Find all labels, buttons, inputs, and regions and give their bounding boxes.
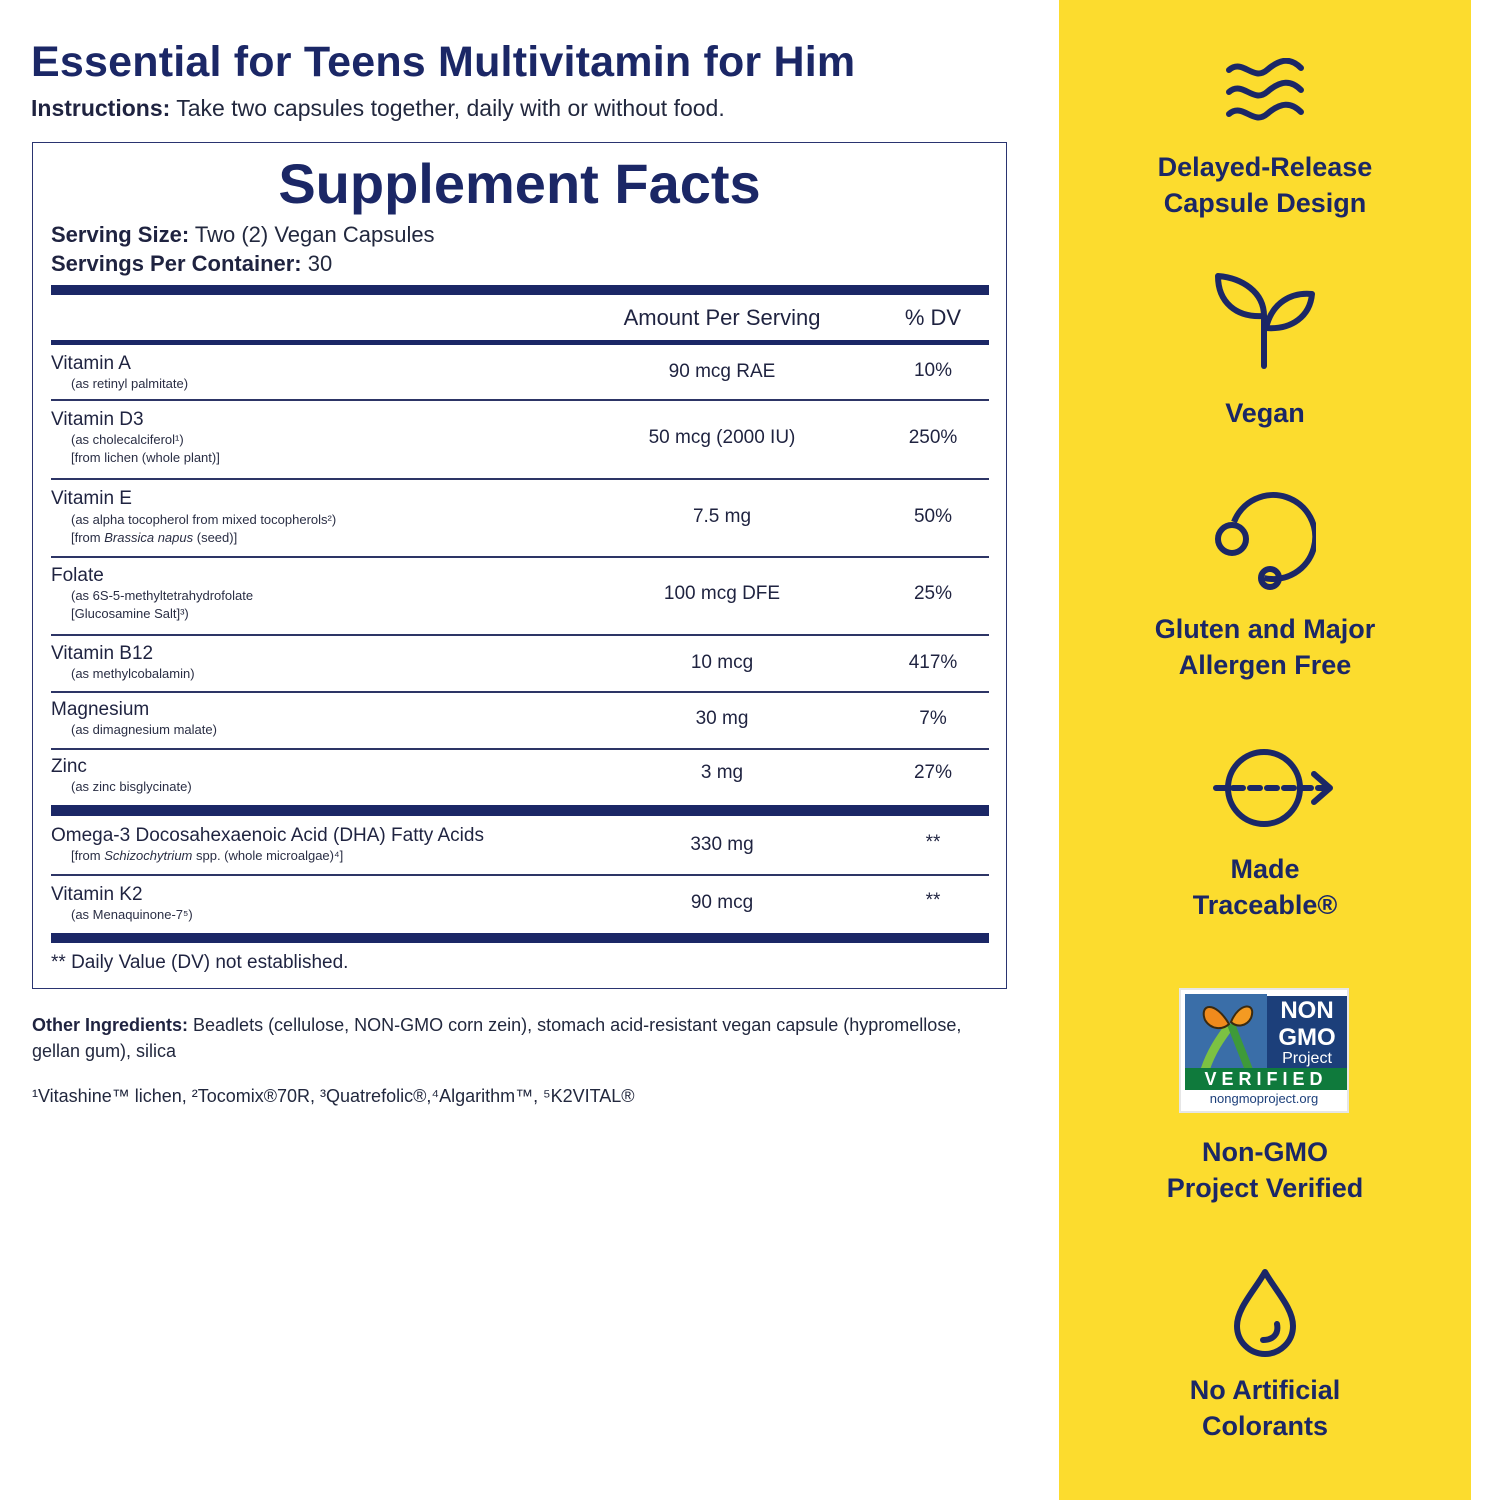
nutrient-name: Magnesium <box>51 699 150 720</box>
nutrient-source: (as 6S-5-methyltetrahydrofolate <box>71 588 254 603</box>
nutrient-source: (as zinc bisglycinate) <box>71 779 192 794</box>
feature-label-line1: Made <box>1230 854 1300 884</box>
nutrient-name: Vitamin K2 <box>51 884 143 905</box>
non-gmo-badge <box>1179 988 1349 1113</box>
features-panel <box>1059 0 1471 1500</box>
servings-per-container: Servings Per Container: 30 <box>51 251 333 276</box>
nutrient-row-vitamin-d3 <box>51 401 989 478</box>
feature-label-line2: Capsule Design <box>1163 188 1367 218</box>
nutrient-amount: 330 mg <box>690 834 754 855</box>
thick-rule-middle <box>51 805 989 816</box>
nutrient-amount: 3 mg <box>700 762 744 783</box>
nutrient-dv: 7% <box>919 708 947 729</box>
nutrient-name: Vitamin D3 <box>51 409 144 430</box>
nutrient-source-2: [Glucosamine Salt]³) <box>71 606 189 621</box>
waves-icon <box>1223 58 1307 124</box>
nutrient-source: (as methylcobalamin) <box>71 666 195 681</box>
nutrient-row-magnesium <box>51 693 989 748</box>
nutrient-name: Vitamin A <box>51 353 131 374</box>
nutrient-row-zinc <box>51 750 989 805</box>
nutrient-dv: 250% <box>908 427 958 448</box>
nutrient-row-folate <box>51 558 989 635</box>
nutrient-source-2: [from lichen (whole plant)] <box>71 450 220 465</box>
nutrient-dv: 25% <box>913 583 953 604</box>
nutrient-source: (as dimagnesium malate) <box>71 722 217 737</box>
thick-rule-bottom <box>51 933 989 943</box>
nutrient-amount: 30 mg <box>695 708 749 729</box>
badge-word-gmo: GMO <box>1278 1024 1336 1051</box>
nutrient-name: Vitamin E <box>51 488 132 509</box>
nutrient-amount: 50 mcg (2000 IU) <box>648 427 796 448</box>
nutrient-amount: 7.5 mg <box>692 506 752 527</box>
nutrient-row-vitamin-b12 <box>51 636 989 691</box>
badge-url: nongmoproject.org <box>1209 1091 1319 1106</box>
nutrient-amount: 90 mcg <box>690 892 754 913</box>
column-header-dv: % DV <box>904 305 962 330</box>
serving-size: Serving Size: Two (2) Vegan Capsules <box>51 222 435 247</box>
thick-rule-top <box>51 285 989 295</box>
nutrient-amount: 100 mcg DFE <box>663 583 781 604</box>
feature-label-line2: Colorants <box>1201 1411 1328 1441</box>
nutrient-name: Zinc <box>51 756 87 777</box>
nutrient-source: (as cholecalciferol¹) <box>71 432 184 447</box>
nutrient-dv: ** <box>925 832 941 853</box>
nutrient-source: (as alpha tocopherol from mixed tocopherols²) <box>71 512 337 527</box>
instructions-label: Instructions: <box>31 95 171 121</box>
nutrient-name: Vitamin B12 <box>51 643 154 664</box>
nutrient-row-vitamin-a <box>51 345 989 400</box>
nutrient-row-vitamin-e <box>51 480 989 557</box>
feature-label-line1: Vegan <box>1225 398 1305 428</box>
feature-label-line2: Allergen Free <box>1178 650 1352 680</box>
serving-info <box>51 220 435 278</box>
nutrient-source-2: [from Brassica napus (seed)] <box>71 530 238 545</box>
feature-label-line2: Project Verified <box>1166 1173 1364 1203</box>
feature-label-line1: No Artificial <box>1189 1375 1341 1405</box>
nutrient-dv: 50% <box>913 506 953 527</box>
badge-word-non: NON <box>1280 997 1334 1024</box>
instructions <box>31 95 725 122</box>
nutrient-amount: 90 mcg RAE <box>668 361 776 382</box>
feature-label-line1: Non-GMO <box>1202 1137 1328 1167</box>
column-header-amount: Amount Per Serving <box>623 305 821 330</box>
nutrient-dv: 10% <box>913 360 953 381</box>
other-ingredients <box>32 1012 962 1064</box>
other-ingredients-text: Beadlets (cellulose, NON-GMO corn zein), stomach acid-resistant vegan capsule (hypromellose, gellan gum), silica <box>32 1015 962 1061</box>
feature-label-line1: Delayed-Release <box>1157 152 1373 182</box>
product-title: Essential for Teens Multivitamin for Him <box>31 38 856 86</box>
traceable-arrow-icon <box>1212 746 1336 830</box>
badge-word-project: Project <box>1282 1050 1332 1067</box>
allergen-circle-icon <box>1212 492 1316 592</box>
badge-verified: VERIFIED <box>1185 1068 1347 1090</box>
instructions-text: Take two capsules together, daily with or without food. <box>170 95 725 121</box>
nutrient-amount: 10 mcg <box>690 652 754 673</box>
nutrient-dv: 27% <box>913 762 953 783</box>
dv-footnote: ** Daily Value (DV) not established. <box>51 952 349 973</box>
supplement-facts-title: Supplement Facts <box>278 152 761 215</box>
feature-label-line2: Traceable® <box>1192 890 1338 920</box>
other-ingredients-label: Other Ingredients: <box>32 1015 189 1035</box>
feature-label-line1: Gluten and Major <box>1154 614 1376 644</box>
nutrient-dv: ** <box>925 890 941 911</box>
nutrient-row-omega-3 <box>51 816 989 874</box>
drop-icon <box>1231 1268 1299 1358</box>
nutrient-name: Omega-3 Docosahexaenoic Acid (DHA) Fatty Acids <box>51 825 484 846</box>
nutrient-source: (as retinyl palmitate) <box>71 376 189 391</box>
supplement-facts-panel <box>32 142 1007 989</box>
nutrient-name: Folate <box>51 565 104 586</box>
nutrient-dv: 417% <box>908 652 958 673</box>
nutrient-source: [from Schizochytrium spp. (whole microalgae)⁴] <box>71 848 344 863</box>
trademark-footnotes: ¹Vitashine™ lichen, ²Tocomix®70R, ³Quatrefolic®,⁴Algarithm™, ⁵K2VITAL® <box>32 1086 635 1106</box>
nutrient-row-vitamin-k2 <box>51 876 989 931</box>
nutrient-source: (as Menaquinone-7⁵) <box>71 907 193 922</box>
sprout-icon <box>1214 272 1316 370</box>
butterfly-icon <box>1185 994 1267 1070</box>
